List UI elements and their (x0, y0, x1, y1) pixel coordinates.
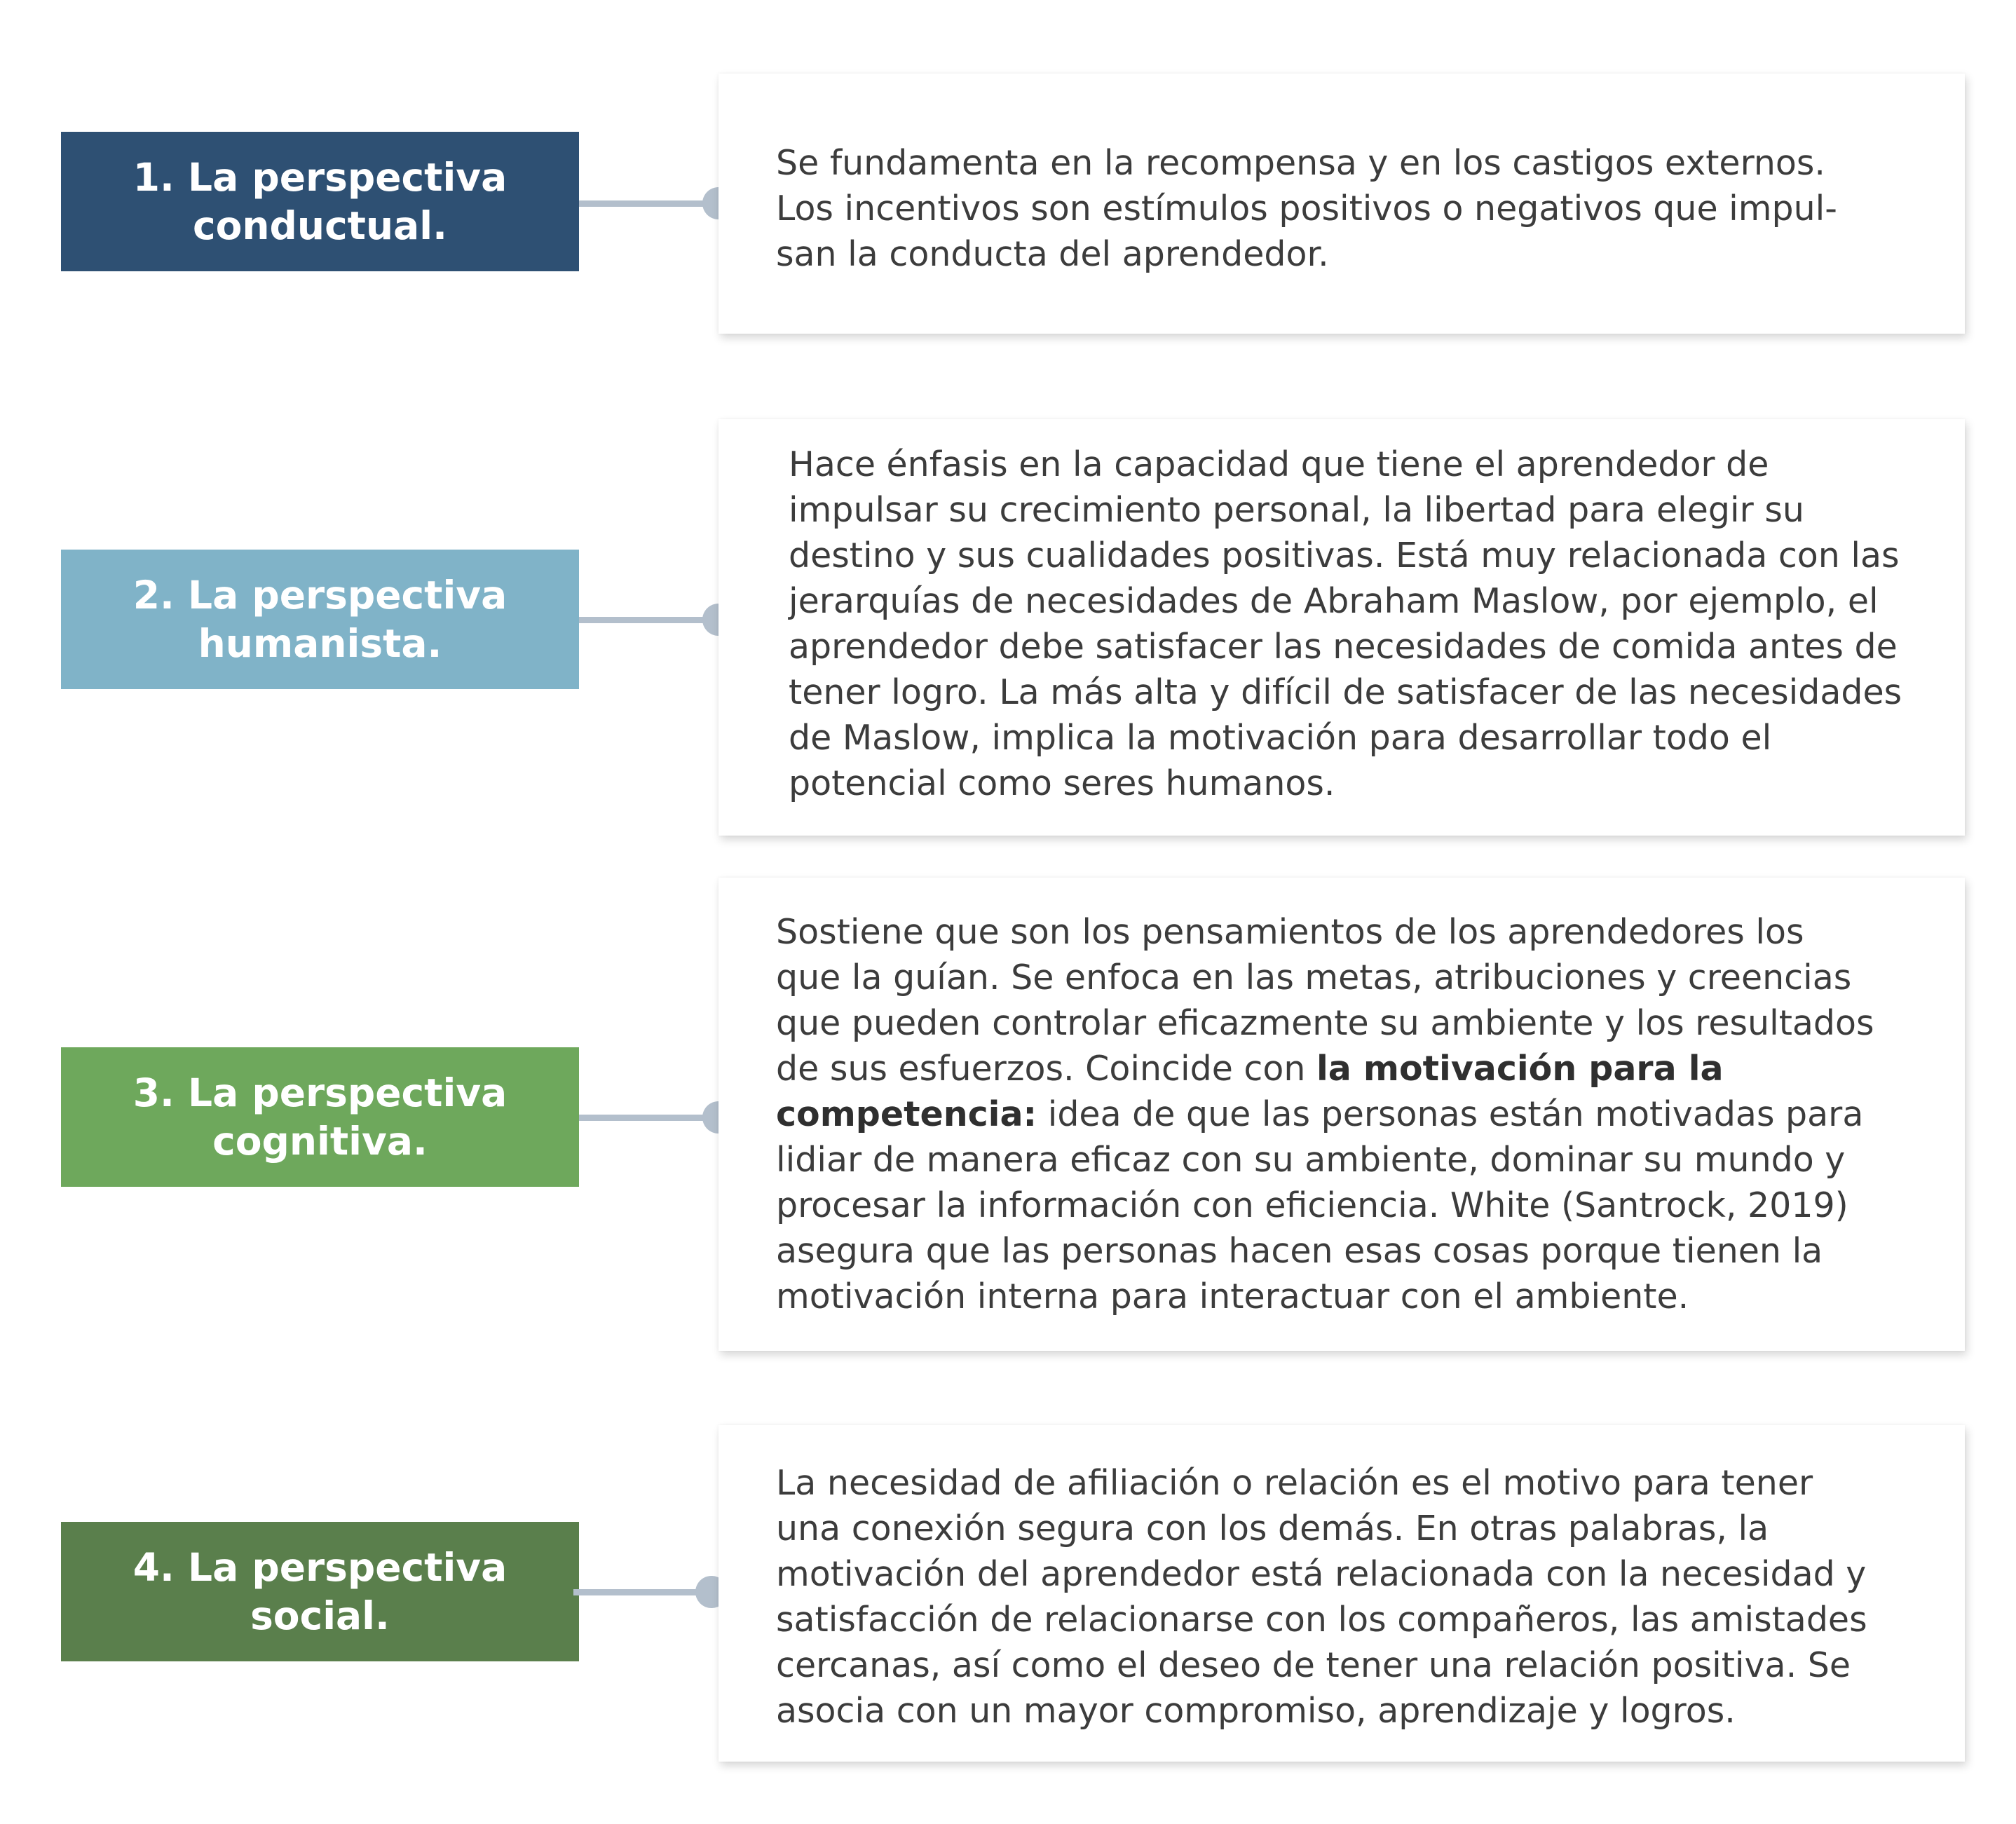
label-text: 3. La perspectiva cognitiva. (132, 1070, 508, 1164)
description-card (718, 1425, 1965, 1762)
label-humanista (61, 550, 579, 689)
label-cognitiva (61, 1047, 579, 1187)
description-text (776, 909, 1937, 1319)
description-text-start: Sostiene que son los pensamientos de los aprendedores los que la guían. Se enfoca en las metas, atribuciones y creencias que pueden controlar eficazmente su ambiente y los resultados de sus esfuerzos. Coincide con (776, 912, 1874, 1089)
label-text: 1. La perspectiva conductual. (132, 154, 508, 248)
label-text: 2. La perspectiva humanista. (132, 572, 508, 666)
connector-line (579, 1115, 719, 1121)
description-card (718, 878, 1965, 1351)
description-text: Se fundamenta en la recompensa y en los castigos externos. Los incentivos son estímulos positivos o negativos que impul- san la conducta del aprendedor. (776, 143, 1837, 274)
description-bold-term: la motivación para la competencia: (776, 1049, 1724, 1134)
description-card (718, 419, 1965, 836)
label-conductual (61, 132, 579, 271)
description-text: Hace énfasis en la capacidad que tiene el aprendedor de impulsar su crecimiento personal, la libertad para elegir su destino y sus cualidades positivas. Está muy relacionada con las jerarquías de necesidades de Abraham Maslow, por ejemplo, el aprendedor debe satisfacer las necesidades de comida antes de tener logro. La más alta y difícil de satisfacer de las necesidades de Maslow, implica la motivación para desarrollar todo el potencial como seres humanos. (789, 444, 1902, 803)
description-text-end: idea de que las personas están motivadas para lidiar de manera eficaz con su ambiente, dominar su mundo y procesar la información con eficiencia. White (Santrock, 2019) asegura que las personas hacen esas cosas porque tienen la motivación interna para interactuar con el ambiente. (776, 1094, 1864, 1316)
description-text: La necesidad de afiliación o relación es el motivo para tener una conexión segura con los demás. En otras palabras, la motivación del aprendedor está relacionada con la necesidad y satisfacción de relacionarse con los compañeros, las amistades cercanas, así como el deseo de tener una relación positiva. Se asocia con un mayor compromiso, aprendizaje y logros. (776, 1463, 1867, 1731)
connector-line (579, 617, 719, 623)
label-text: 4. La perspectiva social. (132, 1544, 508, 1638)
connector-line (579, 200, 719, 207)
label-social (61, 1522, 579, 1661)
description-card (718, 74, 1965, 334)
